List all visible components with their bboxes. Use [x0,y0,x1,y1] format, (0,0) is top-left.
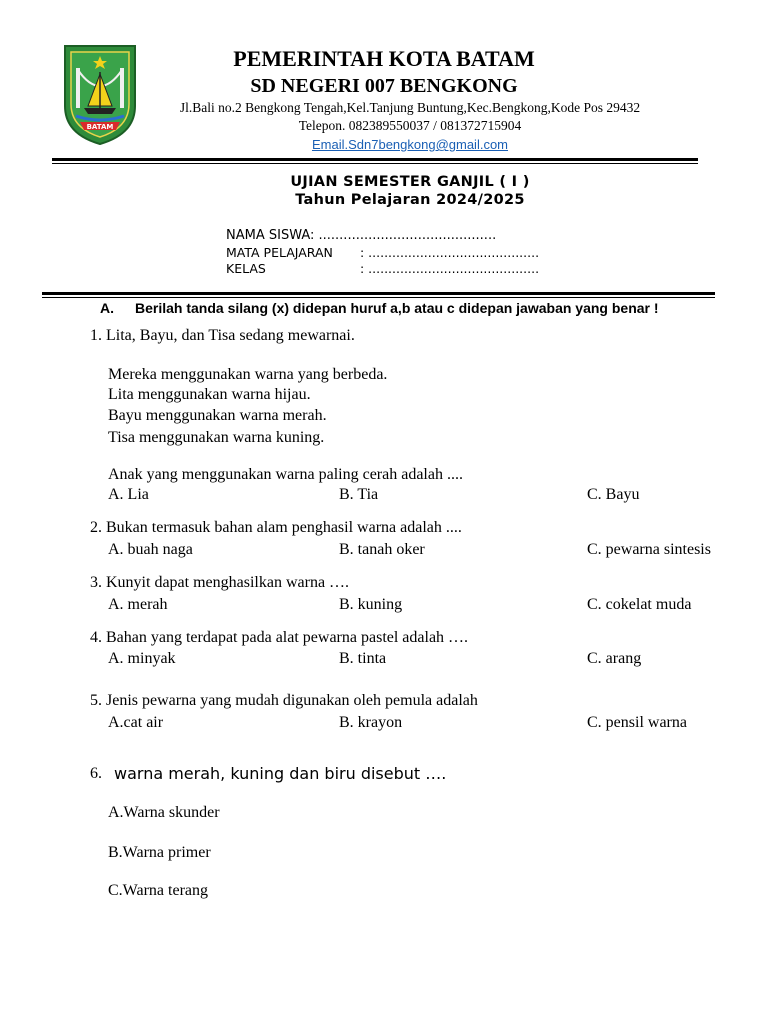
question-1-line: Bayu menggunakan warna merah. [108,407,327,424]
question-5-option-a[interactable]: A.cat air [108,714,164,731]
question-4-option-a[interactable]: A. minyak [108,650,176,667]
question-1-line: Tisa menggunakan warna kuning. [108,429,325,446]
class-field: : ........................................... [360,261,540,276]
letterhead-divider-thick [52,158,698,161]
question-1-option-c[interactable]: C. Bayu [587,486,640,503]
school-phone: Telepon. 082389550037 / 081372715904 [298,118,522,133]
question-4-option-c[interactable]: C. arang [587,650,642,667]
question-6-option-b[interactable]: B.Warna primer [108,844,211,861]
class-label: KELAS [226,261,266,276]
subject-field: : ........................................... [360,245,540,260]
exam-year: Tahun Pelajaran 2024/2025 [295,192,525,208]
question-1-ask: Anak yang menggunakan warna paling cerah adalah .... [108,466,463,483]
question-4-option-b[interactable]: B. tinta [339,650,387,667]
question-4-stem: 4. Bahan yang terdapat pada alat pewarna pastel adalah …. [90,629,469,646]
question-2-stem: 2. Bukan termasuk bahan alam penghasil warna adalah .... [90,519,462,536]
question-3-option-c[interactable]: C. cokelat muda [587,596,692,613]
section-instruction: Berilah tanda silang (x) didepan huruf a,b atau c didepan jawaban yang benar ! [135,300,659,316]
question-3-option-b[interactable]: B. kuning [339,596,403,613]
question-3-stem: 3. Kunyit dapat menghasilkan warna …. [90,574,350,591]
question-2-option-b[interactable]: B. tanah oker [339,541,425,558]
question-1-option-b[interactable]: B. Tia [339,486,379,503]
school-email-link[interactable]: Email.Sdn7bengkong@gmail.com [311,137,509,152]
school-address: Jl.Bali no.2 Bengkong Tengah,Kel.Tanjung Buntung,Kec.Bengkong,Kode Pos 29432 [179,100,641,115]
question-2-option-a[interactable]: A. buah naga [108,541,193,558]
section-letter: A. [100,300,114,316]
question-1-stem: 1. Lita, Bayu, dan Tisa sedang mewarnai. [90,327,355,344]
question-5-option-c[interactable]: C. pensil warna [587,714,687,731]
government-title: PEMERINTAH KOTA BATAM [233,46,535,71]
question-2-option-c[interactable]: C. pewarna sintesis [587,541,711,558]
question-6-option-c[interactable]: C.Warna terang [108,882,208,899]
letterhead-divider-thin [52,163,698,164]
question-1-line: Mereka menggunakan warna yang berbeda. [108,366,388,383]
question-5-stem: 5. Jenis pewarna yang mudah digunakan oleh pemula adalah [90,692,478,709]
section-divider-thick [42,292,715,295]
question-1-line: Lita menggunakan warna hijau. [108,386,311,403]
question-5-option-b[interactable]: B. krayon [339,714,403,731]
section-divider-thin [42,297,715,298]
subject-label: MATA PELAJARAN [226,245,333,260]
question-6-number: 6. [90,765,102,782]
school-title: SD NEGERI 007 BENGKONG [250,75,518,97]
student-name-field: NAMA SISWA: ........................................... [226,228,497,243]
question-6-stem: warna merah, kuning dan biru disebut …. [114,764,447,783]
logo-text: BATAM [86,123,114,131]
question-1-option-a[interactable]: A. Lia [108,486,149,503]
question-3-option-a[interactable]: A. merah [108,596,168,613]
question-6-option-a[interactable]: A.Warna skunder [108,804,220,821]
exam-title: UJIAN SEMESTER GANJIL ( I ) [290,174,530,190]
